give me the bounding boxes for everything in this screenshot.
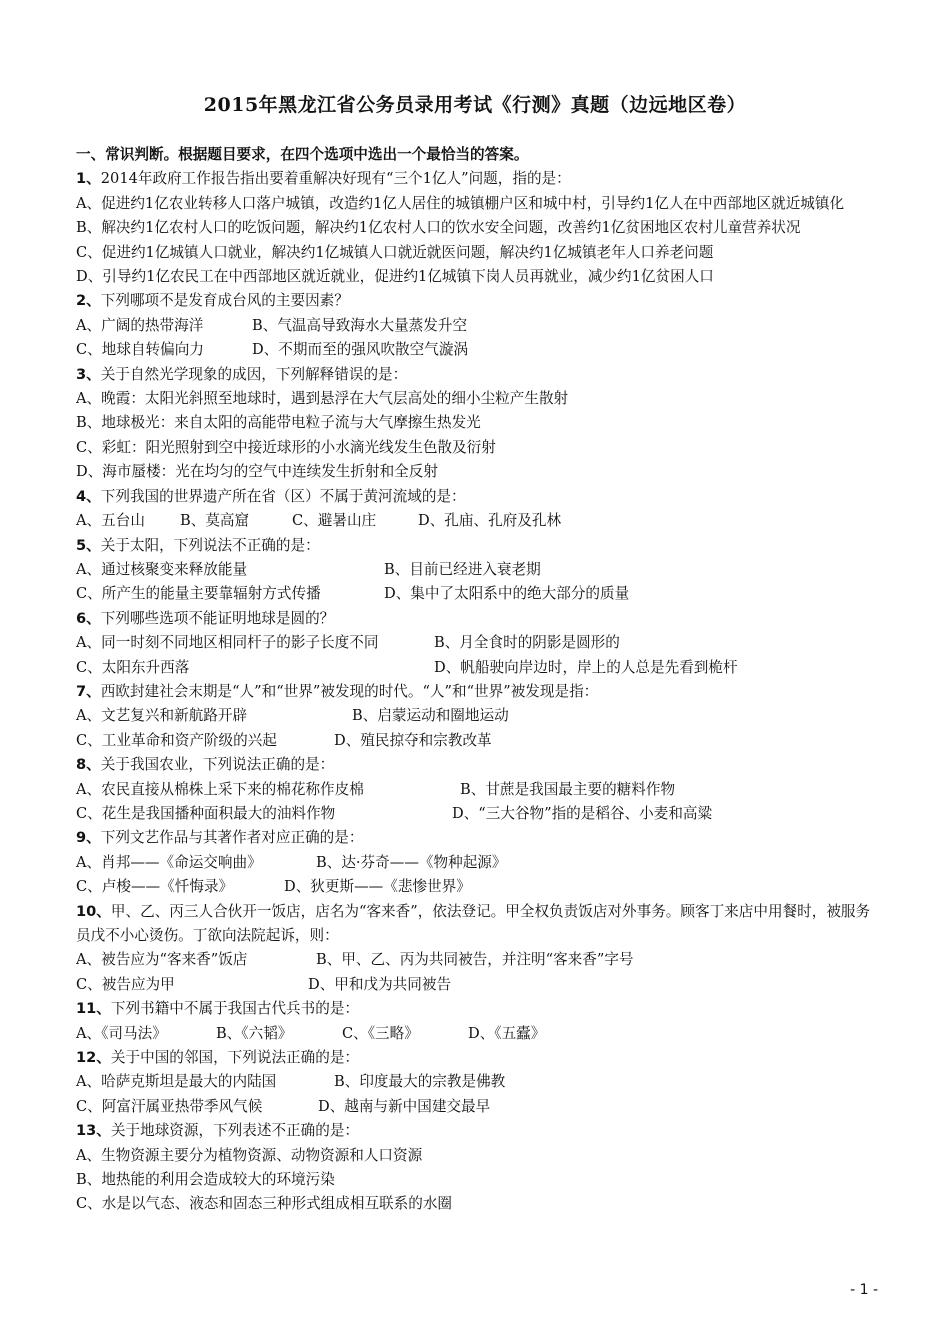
question-text: 2014年政府工作报告指出要着重解决好现有“三个1亿人”问题，指的是： xyxy=(100,170,571,188)
option-row xyxy=(76,704,876,728)
option-a: A、《司马法》 xyxy=(76,1024,167,1042)
option-row xyxy=(76,1095,876,1119)
question-number: 5、 xyxy=(76,536,101,554)
option-b: B、甘蔗是我国最主要的糖料作物 xyxy=(460,780,676,798)
option-row xyxy=(76,729,876,753)
option-row xyxy=(76,948,876,972)
option-b: B、甲、乙、丙为共同被告，并注明“客来香”字号 xyxy=(316,951,634,969)
option-c: C、卢梭——《忏悔录》 xyxy=(76,878,234,896)
option-b: B、地热能的利用会造成较大的环境污染 xyxy=(76,1171,335,1189)
question-number: 11、 xyxy=(76,1000,111,1018)
question-8 xyxy=(76,753,876,777)
option-d: D、《五蠹》 xyxy=(468,1024,546,1042)
question-number: 12、 xyxy=(76,1049,111,1067)
option-a: A、被告应为“客来香”饭店 xyxy=(76,951,248,969)
question-number: 10、 xyxy=(76,902,111,920)
option-c: C、地球自转偏向力 xyxy=(76,341,204,359)
option-b: B、解决约1亿农村人口的吃饭问题，解决约1亿农村人口的饮水安全问题，改善约1亿贫困地区农村儿童营养状况 xyxy=(76,219,801,237)
page-number: - 1 - xyxy=(850,1282,878,1298)
option-d: D、甲和戊为共同被告 xyxy=(308,975,452,993)
question-5 xyxy=(76,534,876,558)
option-b: B、气温高导致海水大量蒸发升空 xyxy=(252,316,468,334)
question-text: 甲、乙、丙三人合伙开一饭店，店名为“客来香”，依法登记。甲全权负责饭店对外事务。顾客丁来店中用餐时，被服务员戊不小心烫伤。丁欲向法院起诉，则： xyxy=(76,902,871,944)
question-13 xyxy=(76,1119,876,1143)
question-text: 下列我国的世界遗产所在省（区）不属于黄河流域的是： xyxy=(100,487,466,505)
option-b: B、目前已经进入衰老期 xyxy=(384,560,541,578)
option-a: A、五台山 xyxy=(76,512,145,530)
option-c: C、太阳东升西落 xyxy=(76,658,190,676)
option-c: C、《三略》 xyxy=(342,1024,419,1042)
option-c: C、被告应为甲 xyxy=(76,975,175,993)
question-10 xyxy=(76,900,876,949)
option-d: D、“三大谷物”指的是稻谷、小麦和高粱 xyxy=(452,804,713,822)
option-a: A、促进约1亿农业转移人口落户城镇，改造约1亿人居住的城镇棚户区和城中村，引导约1亿人在中西部地区就近城镇化 xyxy=(76,194,845,212)
option-b: B、莫高窟 xyxy=(180,512,250,530)
question-text: 下列文艺作品与其著作者对应正确的是： xyxy=(100,829,364,847)
option-b: B、达·芬奇——《物种起源》 xyxy=(316,853,507,871)
option-d: D、引导约1亿农民工在中西部地区就近就业，促进约1亿城镇下岗人员再就业，减少约1亿贫困人口 xyxy=(76,268,714,286)
document-title: 2015年黑龙江省公务员录用考试《行测》真题（边远地区卷） xyxy=(203,94,747,116)
option-d: D、越南与新中国建交最早 xyxy=(318,1097,491,1115)
question-number: 1、 xyxy=(76,170,101,188)
option-a: A、同一时刻不同地区相同杆子的影子长度不同 xyxy=(76,634,379,652)
option-row xyxy=(76,582,876,606)
question-6 xyxy=(76,607,876,631)
question-3 xyxy=(76,363,876,387)
option-b: B、地球极光：来自太阳的高能带电粒子流与大气摩擦生热发光 xyxy=(76,414,481,432)
option-row xyxy=(76,1022,876,1046)
option-d: D、不期而至的强风吹散空气漩涡 xyxy=(252,341,469,359)
option-c: C、避暑山庄 xyxy=(292,512,377,530)
option-row xyxy=(76,631,876,655)
question-7 xyxy=(76,680,876,704)
option-a: A、广阔的热带海洋 xyxy=(76,316,204,334)
question-text: 关于地球资源，下列表述不正确的是： xyxy=(110,1122,360,1140)
option-a: A、生物资源主要分为植物资源、动物资源和人口资源 xyxy=(76,1146,423,1164)
question-11 xyxy=(76,997,876,1021)
option-d: D、殖民掠夺和宗教改革 xyxy=(334,731,492,749)
question-number: 9、 xyxy=(76,829,101,847)
question-12 xyxy=(76,1046,876,1070)
option-row xyxy=(76,778,876,802)
option-a: A、哈萨克斯坦是最大的内陆国 xyxy=(76,1073,277,1091)
section-heading: 一、常识判断。根据题目要求，在四个选项中选出一个最恰当的答案。 xyxy=(76,146,529,163)
question-text: 关于中国的邻国，下列说法正确的是： xyxy=(110,1049,360,1067)
question-number: 7、 xyxy=(76,682,101,700)
question-2 xyxy=(76,289,876,313)
question-4 xyxy=(76,485,876,509)
option-b: B、启蒙运动和圈地运动 xyxy=(352,707,509,725)
option-row xyxy=(76,314,876,338)
question-number: 6、 xyxy=(76,609,101,627)
option-a: A、肖邦——《命运交响曲》 xyxy=(76,853,262,871)
question-number: 8、 xyxy=(76,756,101,774)
option-b: B、月全食时的阴影是圆形的 xyxy=(434,634,620,652)
option-c: C、水是以气态、液态和固态三种形式组成相互联系的水圈 xyxy=(76,1195,453,1213)
option-c: C、花生是我国播种面积最大的油料作物 xyxy=(76,804,336,822)
question-number: 3、 xyxy=(76,365,101,383)
option-c: C、所产生的能量主要靠辐射方式传播 xyxy=(76,585,321,603)
option-a: A、文艺复兴和新航路开辟 xyxy=(76,707,248,725)
option-a: A、晚霞：太阳光斜照至地球时，遇到悬浮在大气层高处的细小尘粒产生散射 xyxy=(76,390,569,408)
option-row xyxy=(76,656,876,680)
option-row xyxy=(76,802,876,826)
question-text: 下列哪些选项不能证明地球是圆的？ xyxy=(100,609,335,627)
option-row xyxy=(76,973,876,997)
option-c: C、阿富汗属亚热带季风气候 xyxy=(76,1097,263,1115)
option-d: D、海市蜃楼：光在均匀的空气中连续发生折射和全反射 xyxy=(76,463,438,481)
question-1 xyxy=(76,167,876,191)
option-row xyxy=(76,558,876,582)
option-a: A、通过核聚变来释放能量 xyxy=(76,560,248,578)
document-body xyxy=(76,143,876,1217)
option-d: D、集中了太阳系中的绝大部分的质量 xyxy=(384,585,630,603)
question-number: 4、 xyxy=(76,487,101,505)
option-row xyxy=(76,875,876,899)
question-text: 关于我国农业，下列说法正确的是： xyxy=(100,756,335,774)
option-b: B、印度最大的宗教是佛教 xyxy=(334,1073,506,1091)
option-d: D、帆船驶向岸边时，岸上的人总是先看到桅杆 xyxy=(434,658,738,676)
option-row xyxy=(76,1070,876,1094)
question-number: 2、 xyxy=(76,292,101,310)
question-text: 西欧封建社会末期是“人”和“世界”被发现的时代。“人”和“世界”被发现是指： xyxy=(100,682,599,700)
option-c: C、工业革命和资产阶级的兴起 xyxy=(76,731,277,749)
question-text: 下列哪项不是发育成台风的主要因素？ xyxy=(100,292,349,310)
option-a: A、农民直接从棉株上采下来的棉花称作皮棉 xyxy=(76,780,364,798)
option-b: B、《六韬》 xyxy=(216,1024,293,1042)
option-row xyxy=(76,509,876,533)
question-9 xyxy=(76,826,876,850)
option-row xyxy=(76,338,876,362)
question-text: 下列书籍中不属于我国古代兵书的是： xyxy=(110,1000,360,1018)
option-d: D、狄更斯——《悲惨世界》 xyxy=(284,878,471,896)
option-d: D、孔庙、孔府及孔林 xyxy=(418,512,562,530)
option-row xyxy=(76,851,876,875)
option-c: C、彩虹：阳光照射到空中接近球形的小水滴光线发生色散及衍射 xyxy=(76,438,496,456)
question-text: 关于太阳，下列说法不正确的是： xyxy=(100,536,320,554)
question-number: 13、 xyxy=(76,1122,111,1140)
option-c: C、促进约1亿城镇人口就业，解决约1亿城镇人口就近就医问题，解决约1亿城镇老年人口养老问题 xyxy=(76,243,714,261)
question-text: 关于自然光学现象的成因，下列解释错误的是： xyxy=(100,365,408,383)
